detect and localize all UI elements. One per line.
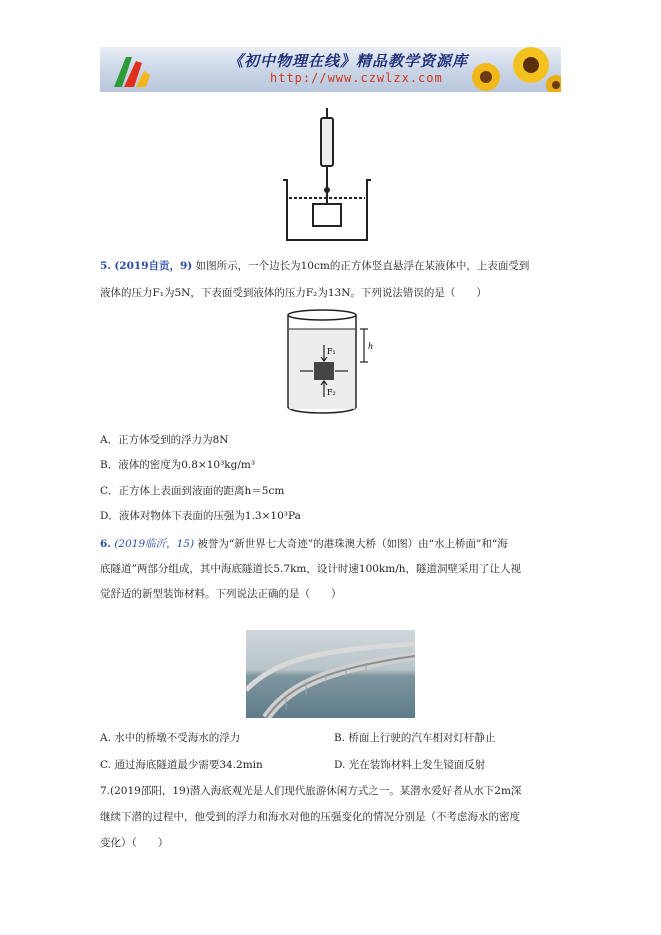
hzmb-bridge-photo: [246, 630, 415, 718]
q6-line2: 底隧道”两部分组成，其中海底隧道长5.7km，设计时速100km/h，隧道洞壁采用了让人视: [100, 563, 522, 575]
q6-option-d: D. 光在装饰材料上发生镜面反射: [334, 759, 486, 771]
q5-line2: 液体的压力F₁为5N，下表面受到液体的压力F₂为13N。下列说法错误的是（ ）: [100, 287, 487, 299]
q5-option-c: C．正方体上表面到液面的距离h＝5cm: [100, 485, 285, 497]
q6-line1: [100, 536, 508, 551]
q6-option-c: C. 通过海底隧道最少需要34.2min: [100, 759, 263, 771]
q6-option-a: A. 水中的桥墩不受海水的浮力: [100, 732, 241, 744]
q6-line3: 觉舒适的新型装饰材料。下列说法正确的是（ ）: [100, 588, 342, 600]
q6-source: (2019临沂，15): [114, 538, 195, 550]
q5-number: 5.: [100, 260, 111, 272]
sunflower-decoration-icon: [461, 47, 561, 92]
f2-label: F₂: [327, 388, 336, 397]
banner-title: 《初中物理在线》精品教学资源库: [228, 52, 469, 70]
q7-line3: 变化）（ ）: [100, 837, 169, 849]
q5-stem-1: 如图所示，一个边长为10cm的正方体竖直悬浮在某液体中，上表面受到: [195, 260, 530, 272]
q5-option-b: B．液体的密度为0.8×10³kg/m³: [100, 459, 256, 471]
q7-line2: 继续下潜的过程中，他受到的浮力和海水对他的压强变化的情况分别是（不考虑海水的密度: [100, 811, 520, 823]
q5-line1: [100, 258, 529, 273]
h-label: h: [368, 342, 374, 351]
q6-number: 6.: [100, 538, 111, 550]
banner-url[interactable]: http://www.czwlzx.com: [270, 71, 443, 85]
q5-option-a: A．正方体受到的浮力为8N: [100, 434, 229, 446]
q6-stem-1: 被誉为“新世界七大奇迹”的港珠澳大桥（如图）由“水上桥面”和“海: [197, 538, 508, 550]
f1-label: F₁: [327, 347, 336, 356]
q5-option-d: D．液体对物体下表面的压强为1.3×10³Pa: [100, 510, 301, 522]
q6-option-b: B. 桥面上行驶的汽车相对灯杆静止: [334, 732, 496, 744]
cube-in-liquid-figure: [282, 307, 382, 417]
header-banner: [100, 47, 561, 92]
q5-source: (2019自贡，9): [114, 260, 193, 272]
site-logo-icon: [110, 51, 154, 89]
spring-scale-beaker-figure: [277, 108, 377, 248]
q7-line1: 7.(2019邵阳，19)潜入海底观光是人们现代旅游休闲方式之一。某潜水爱好者从水下2m深: [100, 785, 522, 797]
